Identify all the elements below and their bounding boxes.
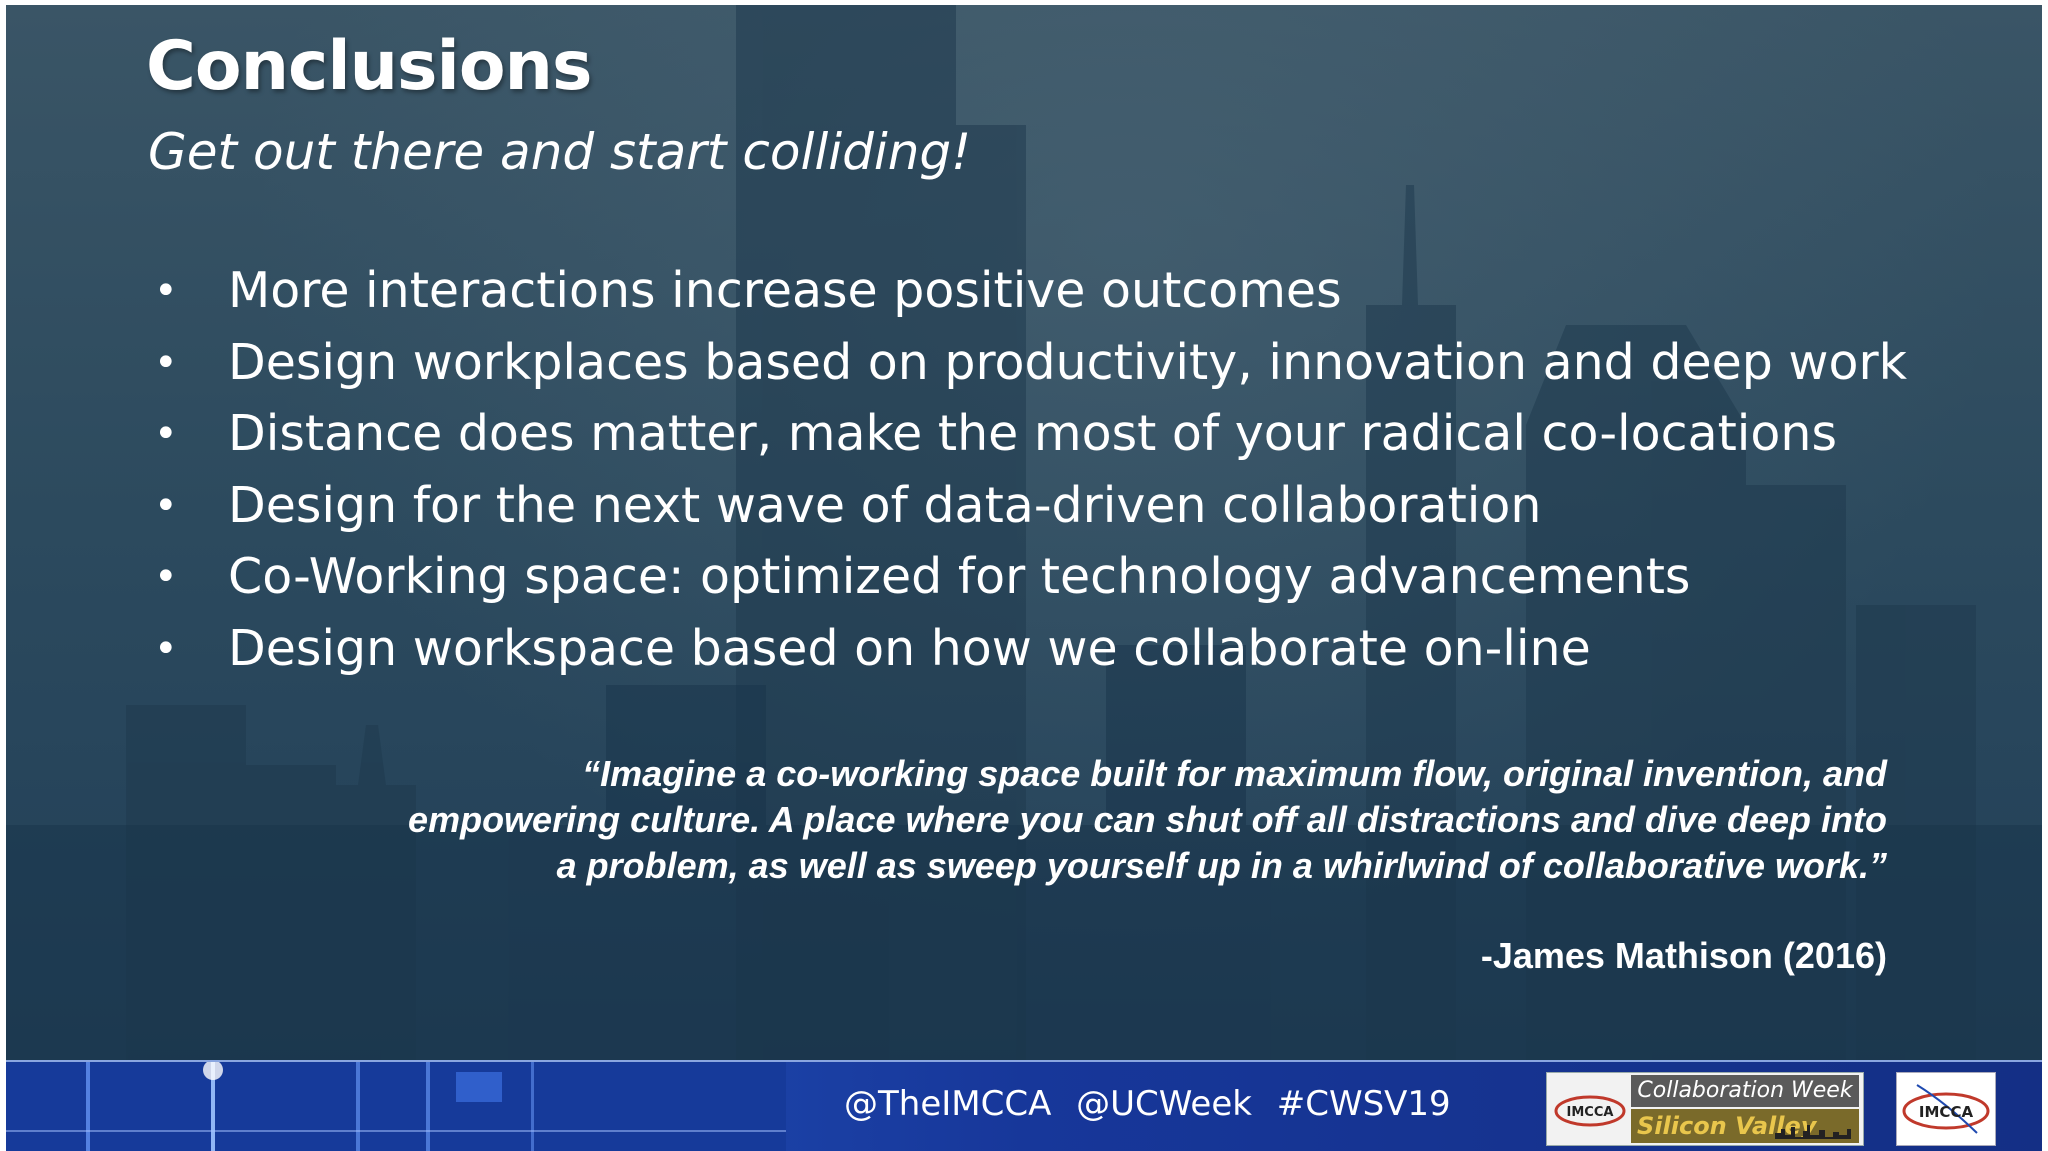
logo-line2-text: Silicon Valley [1637, 1112, 1817, 1140]
quote-attribution: -James Mathison (2016) [1480, 935, 1887, 976]
slide-title: Conclusions [146, 27, 592, 106]
bullet-item [146, 261, 1907, 333]
bullet-dot: • [154, 268, 178, 314]
bullet-text: Design workspace based on how we collaborate on-line [228, 619, 1591, 677]
bullet-item [146, 547, 1907, 619]
slide [6, 5, 2042, 1151]
bullet-text: Co-Working space: optimized for technology advancements [228, 548, 1691, 605]
bullet-text: More interactions increase positive outcomes [228, 262, 1342, 319]
bullet-text: Distance does matter, make the most of your radical co-locations [228, 405, 1837, 462]
imcca-mini-logo-icon [1551, 1081, 1629, 1137]
bullet-dot: • [154, 482, 178, 529]
bullet-item [146, 404, 1907, 476]
bullet-dot: • [154, 339, 178, 386]
bullet-item [146, 619, 1907, 691]
bullet-text: Design workplaces based on productivity, innovation and deep work [228, 333, 1907, 391]
bullet-item [146, 476, 1907, 548]
imcca-logo-icon [1897, 1073, 1995, 1145]
collaboration-week-logo [1546, 1072, 1864, 1146]
logo-line2 [1631, 1109, 1859, 1143]
logo-line1: Collaboration Week [1631, 1075, 1859, 1107]
slide-subtitle: Get out there and start colliding! [148, 123, 972, 181]
skyline-icon [1775, 1123, 1855, 1139]
bullet-dot: • [154, 625, 178, 672]
imcca-label: IMCCA [1918, 1103, 1974, 1121]
footer-bar [6, 1060, 2042, 1151]
bullet-list [146, 261, 1907, 690]
imcca-logo [1896, 1072, 1996, 1146]
quote-text: “Imagine a co-working space built for maximum flow, original invention, and empowering culture. A place where you can shut off all distractions and dive deep into a problem, as well as sweep yourself up in a whirlwind of collaborative work.” [408, 753, 1887, 886]
footer-decoration [6, 1062, 786, 1151]
footer-handles: @TheIMCCA @UCWeek #CWSV19 [844, 1084, 1451, 1124]
bullet-text: Design for the next wave of data-driven collaboration [228, 476, 1542, 534]
bullet-dot: • [154, 411, 178, 457]
bullet-item [146, 333, 1907, 405]
bullet-dot: • [154, 554, 178, 600]
imcca-mini-label: IMCCA [1566, 1105, 1614, 1120]
